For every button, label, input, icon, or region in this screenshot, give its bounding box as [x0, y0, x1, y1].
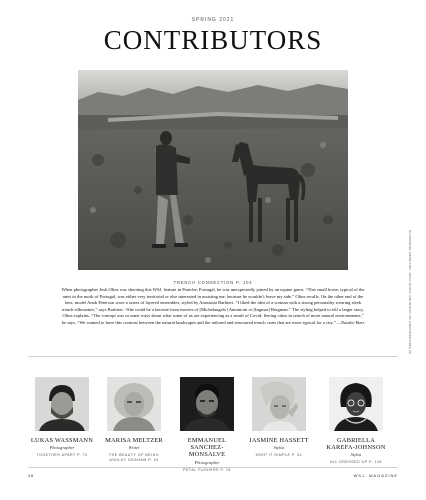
caption-credit: —Natalie Burr: [336, 319, 365, 325]
contributor-story: KEEP IT SIMPLE P. 81: [255, 453, 303, 458]
contributor-card: [174, 377, 240, 472]
contributor-card: [246, 377, 312, 458]
contributor-name: JASMINE HASSETT: [249, 437, 309, 444]
feature-kicker: TRENCH CONNECTION P. 104: [173, 280, 253, 285]
contributor-portrait: [35, 377, 89, 431]
contributor-portrait: [180, 377, 234, 431]
contributor-role: Photographer: [194, 459, 220, 465]
contributor-card: [101, 377, 167, 462]
contributor-story: THE BEAUTY OF BEING ASHLEY GRAHAM P. 94: [108, 453, 160, 462]
contributor-role: Photographer: [49, 445, 75, 451]
contributor-name: GABRIELLA KAREFA-JOHNSON: [326, 437, 386, 452]
contributor-portrait: [252, 377, 306, 431]
season-label: SPRING 2021: [191, 17, 235, 23]
contributor-name: MARISA MELTZER: [105, 437, 163, 444]
divider-bottom: [28, 467, 398, 468]
contributor-portrait: [329, 377, 383, 431]
contributor-name: EMMANUEL SANCHEZ-MONSALVE: [187, 437, 227, 459]
magazine-name: WSJ. MAGAZINE: [353, 473, 398, 478]
contributor-story: PETAL PUSHERS P. 76: [183, 467, 231, 472]
page-number: 38: [28, 473, 34, 478]
feature-photo: [78, 70, 348, 270]
contributor-role: Stylist: [273, 445, 285, 451]
divider-top: [28, 356, 398, 357]
feature-caption: [60, 287, 366, 327]
horse-photographer-image: [78, 70, 348, 270]
contributor-name: LUKAS WASSMANN: [30, 437, 94, 444]
contributor-card: [29, 377, 95, 458]
photo-credits-text: CLOCKWISE FROM TOP: JOSH OLINS; COURTESY OF CONTRIBUTORS (5): [408, 230, 412, 355]
contributor-story: ALL DRESSED UP P. 136: [330, 460, 382, 465]
contributor-card: [323, 377, 389, 465]
photo-credits: [406, 230, 414, 455]
page-title: CONTRIBUTORS: [103, 25, 323, 55]
contributor-portrait: [107, 377, 161, 431]
contributor-role: Stylist: [350, 452, 362, 458]
contributor-story: TOGETHER APART P. 70: [36, 453, 88, 458]
caption-text: When photographer Josh Olins was shooting this WSJ. feature in Peniche, Portugal, he was unexpectedly joined by an equine guest. “This small horse, typical of the ones in the north of Portugal, was either very territorial or else interested in assisting me, because he wouldn’t leave my side,” Olins recalls. On the other end of the lens, model Anok Peterson wore a series of layered ensembles, styled by Anastasia Barbieri. “I liked the idea of a woman with a strong personality wearing sleek trench silhouettes,” says Barbieri. “She could be a heroine from movies of [Michelangelo] Antonioni or [Ingmar] Bergman.” The styling helped to tell a larger story, Olins explains. “The concept was in some ways about what some of us are experiencing as a result of Covid: fleeing cities in search of more natural environments,” he says. “We wanted to have this contrast between the natural landscapes and the tailored and structured trench coats that are more typical for a city.”: [61, 287, 365, 325]
contributor-role: Writer: [128, 445, 140, 451]
